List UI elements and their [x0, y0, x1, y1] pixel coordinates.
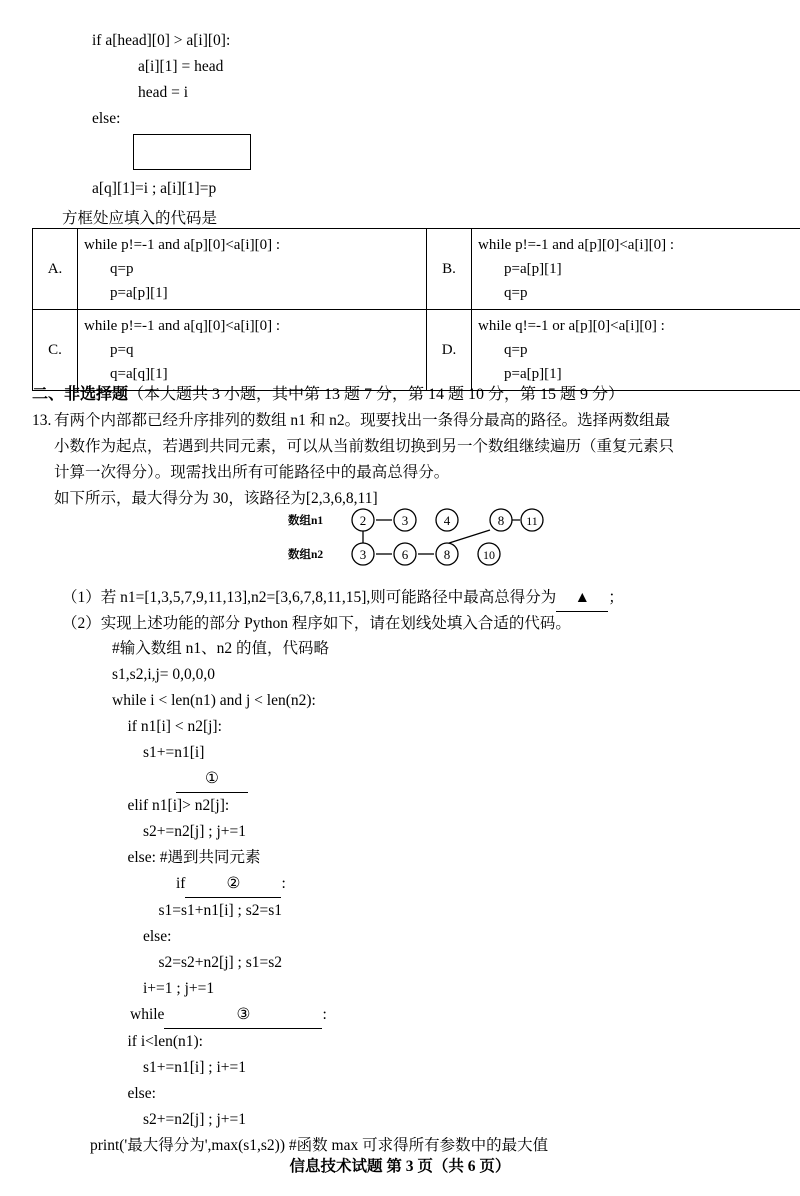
fill-blank-circled-3[interactable]: ③ [164, 1002, 322, 1029]
code-line: while i < len(n1) and j < len(n2): [112, 692, 316, 709]
question-para: 小数作为起点，若遇到共同元素，可以从当前数组切换到另一个数组继续遍历（重复元素只 [54, 438, 675, 455]
question-prompt: 方框处应填入的代码是 [62, 210, 218, 227]
fill-blank-1[interactable]: ▲ [556, 585, 608, 612]
question-text [54, 408, 772, 512]
code-line: #输入数组 n1、n2 的值，代码略 [112, 640, 330, 657]
code-line: s1+=n1[i] [112, 744, 205, 761]
path-diagram [288, 508, 568, 578]
node-label: 3 [359, 547, 367, 562]
option-code-line: q=p [504, 285, 528, 301]
option-code-line: while q!=-1 or a[p][0]<a[i][0] : [478, 318, 665, 334]
option-code-line: p=a[p][1] [504, 366, 562, 382]
node-label: 8 [443, 547, 451, 562]
node-label: 3 [401, 513, 409, 528]
question-para: 如下所示，最大得分为 30，该路径为[2,3,6,8,11] [54, 490, 378, 507]
node-label: 8 [497, 513, 505, 528]
option-code-line: while p!=-1 and a[p][0]<a[i][0] : [478, 237, 675, 253]
option-code-line: q=p [504, 342, 528, 358]
options-table [32, 228, 800, 391]
section-heading [32, 381, 624, 404]
section-heading-normal: （本大题共 3 小题，其中第 13 题 7 分，第 14 题 10 分，第 15 题 9 分） [128, 386, 625, 403]
code-line: s1,s2,i,j= 0,0,0,0 [112, 666, 216, 683]
diagram-svg [288, 508, 568, 578]
code-line-blank-3: while ③ : [112, 1002, 772, 1029]
fill-blank-circled-1[interactable]: ① [176, 766, 248, 793]
subquestion-2: （2）实现上述功能的部分 Python 程序如下，请在划线处填入合适的代码。 [62, 615, 571, 632]
code-line: head = i [138, 84, 189, 101]
code-line: i+=1 ; j+=1 [112, 980, 215, 997]
subquestion-1-text: （1）若 n1=[1,3,5,7,9,11,13],n2=[3,6,7,8,11,15],则可能路径中最高总得分为 [62, 589, 557, 606]
option-code-line: q=p [110, 261, 134, 277]
section-heading-bold: 二、非选择题 [32, 386, 129, 403]
fill-blank-circled-2[interactable]: ② [185, 871, 281, 898]
node-label: 6 [401, 547, 409, 562]
code-line: s1=s1+n1[i] ; s2=s1 [112, 902, 283, 919]
table-row [33, 310, 800, 391]
code-line-blank-2: if ② : [112, 871, 772, 898]
option-body-a [78, 229, 427, 310]
question-number: 13. [32, 412, 52, 429]
code-line-blank-1 [112, 766, 772, 793]
option-label-d: D. [427, 310, 472, 391]
code-line: else: [112, 1085, 156, 1102]
subquestion-1-end: ； [608, 589, 624, 606]
question-para: 有两个内部都已经升序排列的数组 n1 和 n2。现要找出一条得分最高的路径。选择两数组最 [54, 412, 671, 429]
option-code-line: p=q [110, 342, 134, 358]
option-code-line: while p!=-1 and a[p][0]<a[i][0] : [84, 237, 281, 253]
option-code-line: p=a[p][1] [110, 285, 168, 301]
python-code-block [90, 636, 772, 1159]
top-code-block [92, 28, 652, 132]
code-line: else: [112, 928, 172, 945]
option-code-line: p=a[p][1] [504, 261, 562, 277]
table-row [33, 229, 800, 310]
code-line: s2+=n2[j] ; j+=1 [112, 1111, 246, 1128]
code-line: else: [92, 110, 121, 127]
option-body-d [472, 310, 800, 391]
option-body-c [78, 310, 427, 391]
diagram-label-n2: 数组n2 [288, 549, 324, 561]
option-label-b: B. [427, 229, 472, 310]
code-line: if i<len(n1): [112, 1033, 203, 1050]
node-label: 10 [483, 548, 495, 562]
node-label: 2 [359, 513, 367, 528]
code-line: a[i][1] = head [138, 58, 224, 75]
question-13 [32, 408, 772, 512]
diagram-label-n1: 数组n1 [288, 515, 324, 527]
code-line: print('最大得分为',max(s1,s2)) #函数 max 可求得所有参数中的最大值 [90, 1137, 549, 1154]
page-footer: 信息技术试题 第 3 页（共 6 页） [289, 1158, 511, 1175]
code-line: else: #遇到共同元素 [112, 849, 261, 866]
code-line: s2=s2+n2[j] ; s1=s2 [112, 954, 283, 971]
node-label: 11 [526, 514, 538, 528]
code-line: elif n1[i]> n2[j]: [112, 797, 230, 814]
option-label-a: A. [33, 229, 78, 310]
code-line: s1+=n1[i] ; i+=1 [112, 1059, 246, 1076]
code-line: s2+=n2[j] ; j+=1 [112, 823, 246, 840]
option-code-line: while p!=-1 and a[q][0]<a[i][0] : [84, 318, 281, 334]
answer-blank-box [133, 134, 251, 170]
option-body-b [472, 229, 800, 310]
option-code-line: q=a[q][1] [110, 366, 168, 382]
option-label-c: C. [33, 310, 78, 391]
node-label: 4 [443, 513, 451, 528]
code-line: if n1[i] < n2[j]: [112, 718, 222, 735]
question-para: 计算一次得分）。现需找出所有可能路径中的最高总得分。 [54, 464, 450, 481]
subquestion-1 [62, 585, 772, 612]
code-line: if a[head][0] > a[i][0]: [92, 32, 231, 49]
code-line-aq: a[q][1]=i ; a[i][1]=p [92, 180, 217, 197]
